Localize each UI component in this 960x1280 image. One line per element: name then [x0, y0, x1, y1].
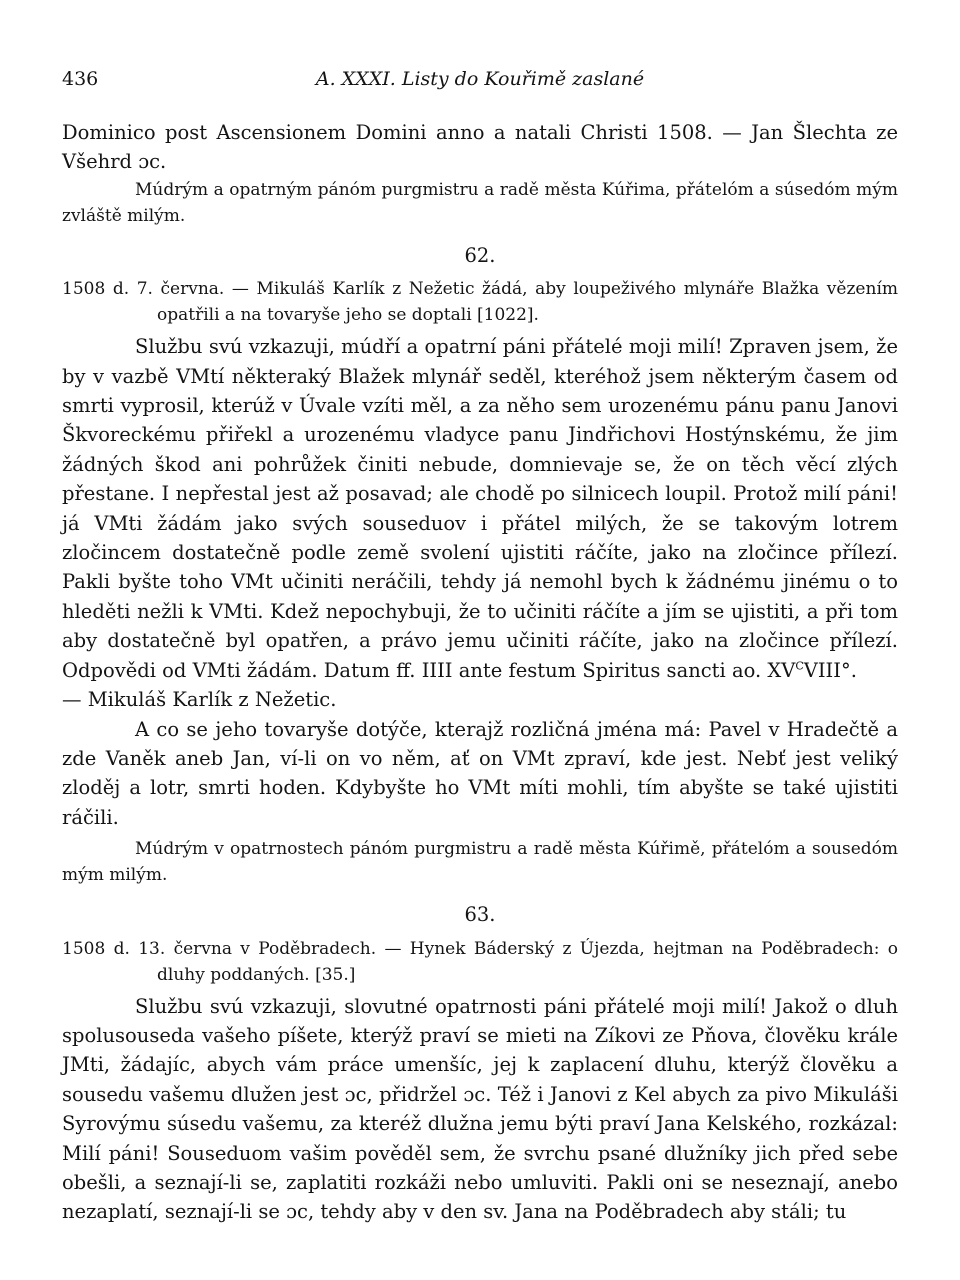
document-number: 63. — [464, 903, 496, 927]
letter-address: Múdrým v opatrnostech pánóm purgmistru a radě města Kúřimě, přátelóm a sousedóm mým milým. — [62, 839, 898, 886]
document-regest: 1508 d. 13. června v Poděbradech. — Hynek Báderský z Újezda, hejtman na Poděbradech: o dluhy poddaných. [35.] — [62, 938, 898, 985]
letter-paragraph: Službu svú vzkazuji, slovutné opatrnosti páni přátelé moji milí! Jakož o dluh spolusouseda vašeho píšete, kterýž praví se mieti na Zíkovi ze Pňova, člověku krále JMti, žádajíc, abych vám práce umenšíc, jej k zaplacení dluhu, kterýž člověku a sousedu vašemu dlužen jest ɔc, přidržel ɔc. Též i Janovi z Kel abych za pivo Mikuláši Syrovýmu súsedu vašemu, za kteréž dlužna jemu býti praví Jana Kelského, rozkázal: Milí páni! Souseduom vašim pověděl sem, že svrchu psané dlužníky jich před sebe obešli, a seznají-li se, zaplatiti rozkáži nebo umluviti. Pakli oni se neseznají, anebo nezaplatí, seznají-li se ɔc, tehdy aby v den sv. Jana na Poděbradech aby stáli; tu — [62, 994, 898, 1224]
date-tail: VIII°. — [803, 658, 857, 682]
page-header — [62, 68, 898, 98]
document-number: 62. — [464, 243, 496, 267]
body-text — [62, 118, 898, 1227]
document-regest: 1508 d. 7. června. — Mikuláš Karlík z Nežetic žádá, aby loupeživého mlynáře Blažka vězením opatřili a na tovaryše jeho se doptali [1022]. — [62, 279, 898, 326]
signature: — Mikuláš Karlík z Nežetic. — [62, 688, 337, 712]
intro-closing: Dominico post Ascensionem Domini anno a natali Christi 1508. — Jan Šlechta ze Všehrd ɔc. — [62, 121, 898, 174]
running-title: A. XXXI. Listy do Kouřimě zaslané — [315, 68, 645, 90]
date-superscript: C — [795, 659, 804, 673]
letter-paragraph: A co se jeho tovaryše dotýče, kterajž rozličná jména má: Pavel v Hradečtě a zde Vaněk aneb Jan, ví-li on vo něm, ať on VMt zpraví, kde jest. Nebť jest veliký zloděj a lotr, smrti hoden. Kdybyšte ho VMt míti mohli, tím abyšte se také ujistiti ráčili. — [62, 717, 898, 829]
page-number: 436 — [62, 68, 99, 90]
paragraph-text: Službu svú vzkazuji, múdří a opatrní páni přátelé moji milí! Zpraven jsem, že by v vazbě VMtí některaký Blažek mlynář seděl, kteréhož jsem některým časem od smrti vyprosil, kterúž v Úvale vzíti měl, a za něho sem urozenému pánu panu Janovi Škvoreckému přiřekl a urozenému vladyce panu Jindřichovi Hostýnskému, že jim žádných škod ani pohrůžek činiti nebude, domnievaje se, že on těch věcí zlých přestane. I nepřestal jest až posavad; ale chodě po silnicech loupil. Protož milí páni! já VMti žádám jako svých souseduov i přátel milých, že se takovým lotrem zločincem dostatečně podle země svolení ujistiti ráčíte, jako na zločince přílezí. Pakli byšte toho VMt učiniti neráčili, tehdy já nemohl bych k žádnému jinému o to hleděti nežli k VMti. Kdež nepochybuji, že to učiniti ráčíte a jím se ujistiti, a při tom aby dostatečně byl opatřen, a právo jemu učiniti ráčíte, jako na zločince přílezí. Odpovědi od VMti žádám. Datum ff. IIII ante festum Spiritus sancti ao. XV — [62, 335, 898, 682]
intro-address: Múdrým a opatrným pánóm purgmistru a radě města Kúřima, přátelóm a súsedóm mým zvláště milým. — [62, 179, 898, 226]
letter-paragraph — [62, 332, 898, 714]
